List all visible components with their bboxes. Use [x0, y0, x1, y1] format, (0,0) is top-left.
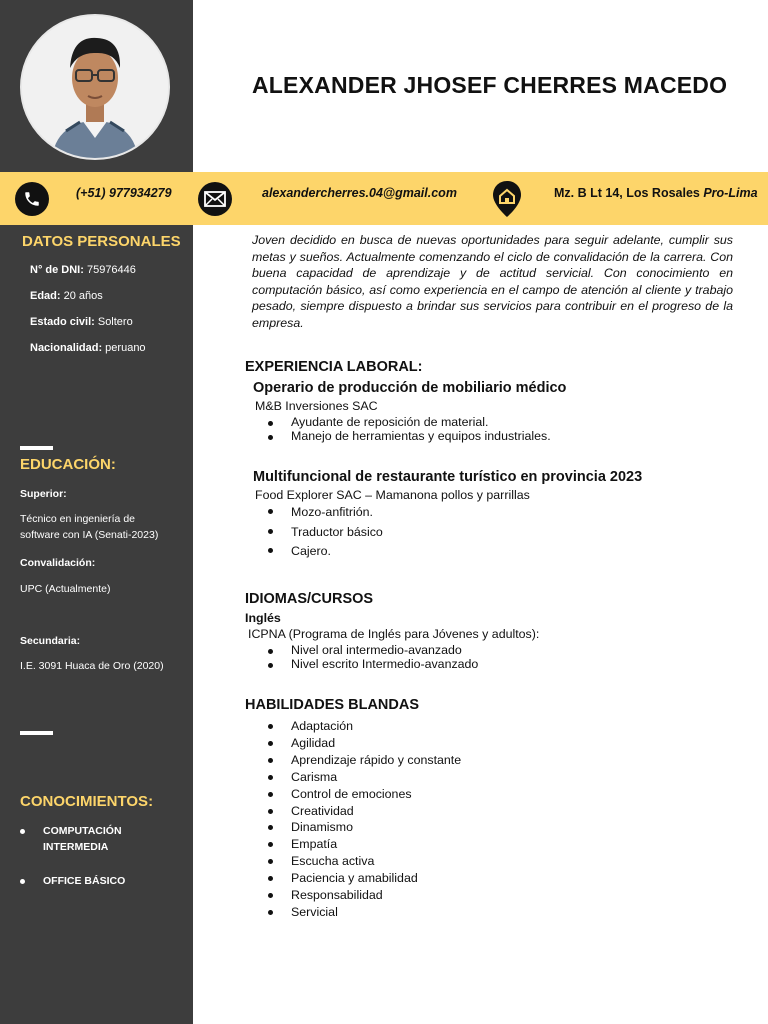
profile-photo-image [22, 16, 168, 158]
location-pin-icon [492, 180, 522, 223]
education-heading: EDUCACIÓN: [20, 456, 116, 473]
personal-heading: DATOS PERSONALES [22, 233, 181, 250]
mail-icon [198, 182, 232, 216]
knowledge-item-line: INTERMEDIA [43, 841, 109, 853]
job-title: Operario de producción de mobiliario médico [253, 380, 567, 396]
profile-photo [20, 14, 170, 160]
civil-label: Estado civil: [30, 316, 95, 328]
list-item: Traductor básico [265, 523, 383, 543]
secondary-label: Secundaria: [20, 635, 81, 647]
list-item: Ayudante de reposición de material. [265, 415, 551, 429]
superior-line-2: software con IA (Senati-2023) [20, 529, 159, 541]
decor-line [20, 446, 53, 450]
list-item: Mozo-anfitrión. [265, 503, 383, 523]
age-row [30, 290, 103, 302]
knowledge-heading: CONOCIMIENTOS: [20, 793, 154, 810]
address [554, 186, 758, 200]
nationality-label: Nacionalidad: [30, 342, 103, 354]
languages-heading: IDIOMAS/CURSOS [245, 591, 374, 607]
language-levels [265, 643, 478, 671]
nationality-value: peruano [102, 342, 146, 354]
list-item: Aprendizaje rápido y constante [265, 752, 461, 769]
job-tasks [265, 415, 551, 443]
list-item: Cajero. [265, 542, 383, 562]
address-main: Mz. B Lt 14, Los Rosales [554, 186, 704, 200]
dni-label: N° de DNI: [30, 264, 84, 276]
soft-skills-list [265, 718, 461, 921]
list-item: Servicial [265, 904, 461, 921]
list-item: Control de emociones [265, 786, 461, 803]
list-item: Adaptación [265, 718, 461, 735]
job-company: M&B Inversiones SAC [255, 399, 378, 413]
civil-row [30, 316, 133, 328]
phone-number[interactable]: (+51) 977934279 [76, 186, 172, 200]
decor-line [20, 731, 53, 735]
knowledge-item-line: COMPUTACIÓN [43, 825, 122, 837]
job-tasks [265, 503, 383, 562]
knowledge-item [20, 873, 125, 889]
list-item: Creatividad [265, 803, 461, 820]
list-item: Nivel oral intermedio-avanzado [265, 643, 478, 657]
list-item: Empatía [265, 836, 461, 853]
list-item: Responsabilidad [265, 887, 461, 904]
superior-line-1: Técnico en ingeniería de [20, 513, 135, 525]
dni-value: 75976446 [83, 264, 136, 276]
list-item: Dinamismo [265, 819, 461, 836]
list-item: Nivel escrito Intermedio-avanzado [265, 657, 478, 671]
secondary-value: I.E. 3091 Huaca de Oro (2020) [20, 660, 164, 672]
list-item: Manejo de herramientas y equipos industriales. [265, 429, 551, 443]
profile-summary: Joven decidido en busca de nuevas oportunidades para seguir adelante, cumplir sus metas y sueños. Actualmente comenzando el ciclo de convalidación de la carrera. Con buena capacidad de aprendizaje y de actitud servicial. Con conocimiento en computación básico, así como experiencia en el campo de atención al cliente y trabajo pesado, siempre dispuesto a brindar sus servicios para contribuir en el progreso de la empresa. [252, 233, 733, 330]
nationality-row [30, 342, 146, 354]
email-address[interactable]: alexandercherres.04@gmail.com [262, 186, 457, 200]
civil-value: Soltero [94, 316, 133, 328]
job-title: Multifuncional de restaurante turístico en provincia 2023 [253, 469, 643, 485]
dni-row [30, 264, 136, 276]
list-item: Paciencia y amabilidad [265, 870, 461, 887]
knowledge-item [20, 823, 122, 855]
experience-heading: EXPERIENCIA LABORAL: [245, 359, 423, 375]
address-city: Pro-Lima [703, 186, 758, 200]
list-item: Agilidad [265, 735, 461, 752]
candidate-name: ALEXANDER JHOSEF CHERRES MACEDO [252, 72, 728, 98]
language-name: Inglés [245, 611, 281, 625]
job-company: Food Explorer SAC – Mamanona pollos y parrillas [255, 488, 530, 502]
list-item: Carisma [265, 769, 461, 786]
superior-label: Superior: [20, 488, 67, 500]
phone-icon [15, 182, 49, 216]
list-item: Escucha activa [265, 853, 461, 870]
convalidation-label: Convalidación: [20, 557, 96, 569]
convalidation-value: UPC (Actualmente) [20, 583, 111, 595]
age-label: Edad: [30, 290, 61, 302]
soft-skills-heading: HABILIDADES BLANDAS [245, 697, 419, 713]
language-institute: ICPNA (Programa de Inglés para Jóvenes y adultos): [248, 627, 540, 641]
age-value: 20 años [60, 290, 103, 302]
knowledge-item-line: OFFICE BÁSICO [43, 875, 126, 887]
